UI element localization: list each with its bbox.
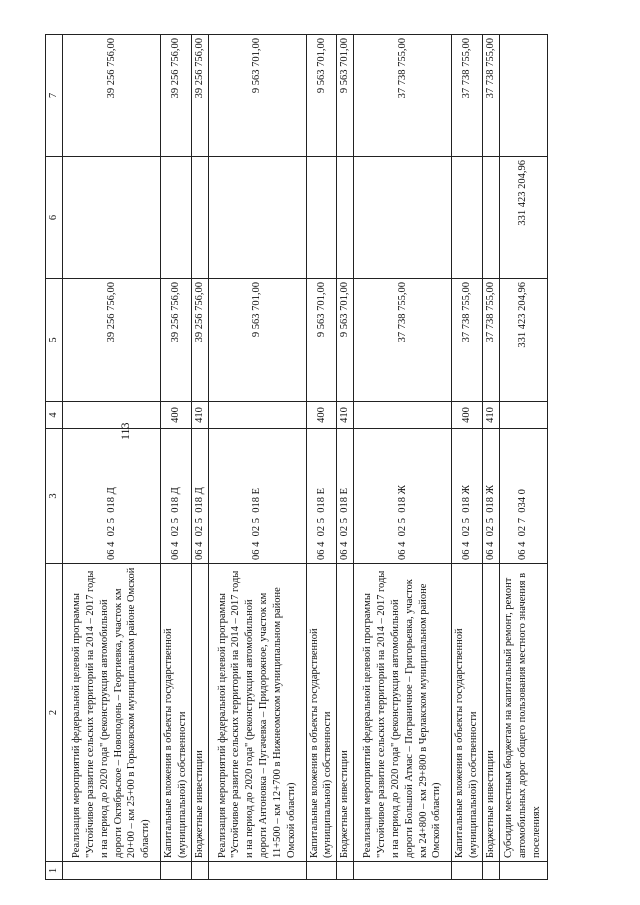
cell-code: 06 4 02 5 018 Д [63, 429, 161, 564]
cell-code: 06 4 02 5 018 Е [337, 429, 354, 564]
cell-amount-5: 37 738 755,00 [452, 279, 483, 402]
cell-vr: 400 [306, 402, 337, 429]
page-number: 113 [118, 422, 132, 440]
table-row [191, 35, 208, 880]
cell-col-1 [452, 862, 483, 880]
cell-amount-6: 331 423 204,96 [499, 157, 547, 279]
cell-col-1 [499, 862, 547, 880]
cell-vr: 400 [161, 402, 192, 429]
cell-amount-7: 9 563 701,00 [306, 35, 337, 157]
cell-name: Бюджетные инвестиции [337, 564, 354, 862]
cell-amount-6 [208, 157, 306, 279]
cell-amount-7: 37 738 755,00 [482, 35, 499, 157]
cell-amount-7: 9 563 701,00 [208, 35, 306, 157]
cell-vr: 410 [482, 402, 499, 429]
cell-name: Реализация мероприятий федеральной целевой программы "Устойчивое развитие сельских территорий на 2014 – 2017 годы и на период до 2020 года" (реконструкция автомобильной дороги Октябрьское – Новоподонь – Георгиевка, участок км 20+00 – км 25+00 в Горьковском муниципальном районе Омской области) [63, 564, 161, 862]
cell-amount-5: 9 563 701,00 [337, 279, 354, 402]
table-row [482, 35, 499, 880]
cell-amount-6 [482, 157, 499, 279]
header-row [46, 35, 63, 880]
cell-amount-6 [306, 157, 337, 279]
cell-code: 06 4 02 5 018 Д [161, 429, 192, 564]
cell-name: Капитальные вложения в объекты государственной (муниципальной) собственности [161, 564, 192, 862]
table-row [63, 35, 161, 880]
cell-code: 06 4 02 7 034 0 [499, 429, 547, 564]
cell-name: Капитальные вложения в объекты государственной (муниципальной) собственности [452, 564, 483, 862]
header-col-6: 6 [46, 157, 63, 279]
cell-vr: 400 [452, 402, 483, 429]
cell-name: Капитальные вложения в объекты государственной (муниципальной) собственности [306, 564, 337, 862]
cell-name: Субсидии местным бюджетам на капитальный ремонт, ремонт автомобильных дорог общего пользования местного значения в поселениях [499, 564, 547, 862]
cell-code: 06 4 02 5 018 Ж [452, 429, 483, 564]
cell-vr [499, 402, 547, 429]
cell-col-1 [482, 862, 499, 880]
cell-col-1 [191, 862, 208, 880]
cell-amount-5: 9 563 701,00 [208, 279, 306, 402]
cell-amount-7: 39 256 756,00 [161, 35, 192, 157]
cell-col-1 [337, 862, 354, 880]
table-row [306, 35, 337, 880]
cell-code: 06 4 02 5 018 Ж [482, 429, 499, 564]
cell-amount-7: 37 738 755,00 [452, 35, 483, 157]
table-row [452, 35, 483, 880]
cell-name: Реализация мероприятий федеральной целевой программы "Устойчивое развитие сельских территорий на 2014 – 2017 годы и на период до 2020 года" (реконструкция автомобильной дороги Большой Атмас – Пограничное – Григорьевка, участок км 24+800 – км 29+800 в Черлакском муниципальном районе Омской области) [354, 564, 452, 862]
cell-amount-7 [499, 35, 547, 157]
cell-vr [208, 402, 306, 429]
cell-amount-5: 39 256 756,00 [161, 279, 192, 402]
header-col-3: 3 [46, 429, 63, 564]
cell-name: Бюджетные инвестиции [482, 564, 499, 862]
table-row [337, 35, 354, 880]
cell-col-1 [63, 862, 161, 880]
table-row [354, 35, 452, 880]
cell-amount-7: 39 256 756,00 [63, 35, 161, 157]
header-col-4: 4 [46, 402, 63, 429]
cell-vr: 410 [191, 402, 208, 429]
cell-amount-5: 39 256 756,00 [63, 279, 161, 402]
header-col-2: 2 [46, 564, 63, 862]
budget-table [45, 34, 548, 880]
cell-amount-6 [354, 157, 452, 279]
header-col-7: 7 [46, 35, 63, 157]
header-col-1: 1 [46, 862, 63, 880]
table-row [208, 35, 306, 880]
cell-amount-6 [452, 157, 483, 279]
cell-amount-7: 9 563 701,00 [337, 35, 354, 157]
cell-code: 06 4 02 5 018 Д [191, 429, 208, 564]
cell-vr [63, 402, 161, 429]
table-row [161, 35, 192, 880]
cell-amount-5: 37 738 755,00 [354, 279, 452, 402]
cell-code: 06 4 02 5 018 Ж [354, 429, 452, 564]
cell-col-1 [354, 862, 452, 880]
cell-amount-6 [63, 157, 161, 279]
cell-amount-6 [337, 157, 354, 279]
cell-code: 06 4 02 5 018 Е [208, 429, 306, 564]
cell-vr: 410 [337, 402, 354, 429]
cell-col-1 [306, 862, 337, 880]
cell-amount-5: 37 738 755,00 [482, 279, 499, 402]
cell-amount-5: 9 563 701,00 [306, 279, 337, 402]
cell-amount-7: 37 738 755,00 [354, 35, 452, 157]
cell-amount-5: 39 256 756,00 [191, 279, 208, 402]
cell-name: Реализация мероприятий федеральной целевой программы "Устойчивое развитие сельских территорий на 2014 – 2017 годы и на период до 2020 года" (реконструкция автомобильной дороги Антоновка – Пугачевка – Придорожное, участок км 11+500 – км 12+700 в Нижнеомском муниципальном районе Омской области) [208, 564, 306, 862]
header-col-5: 5 [46, 279, 63, 402]
cell-amount-5: 331 423 204,96 [499, 279, 547, 402]
cell-name: Бюджетные инвестиции [191, 564, 208, 862]
cell-col-1 [161, 862, 192, 880]
cell-amount-7: 39 256 756,00 [191, 35, 208, 157]
cell-amount-6 [161, 157, 192, 279]
cell-col-1 [208, 862, 306, 880]
cell-vr [354, 402, 452, 429]
budget-table-rotated [45, 35, 560, 880]
cell-amount-6 [191, 157, 208, 279]
table-row [499, 35, 547, 880]
cell-code: 06 4 02 5 018 Е [306, 429, 337, 564]
